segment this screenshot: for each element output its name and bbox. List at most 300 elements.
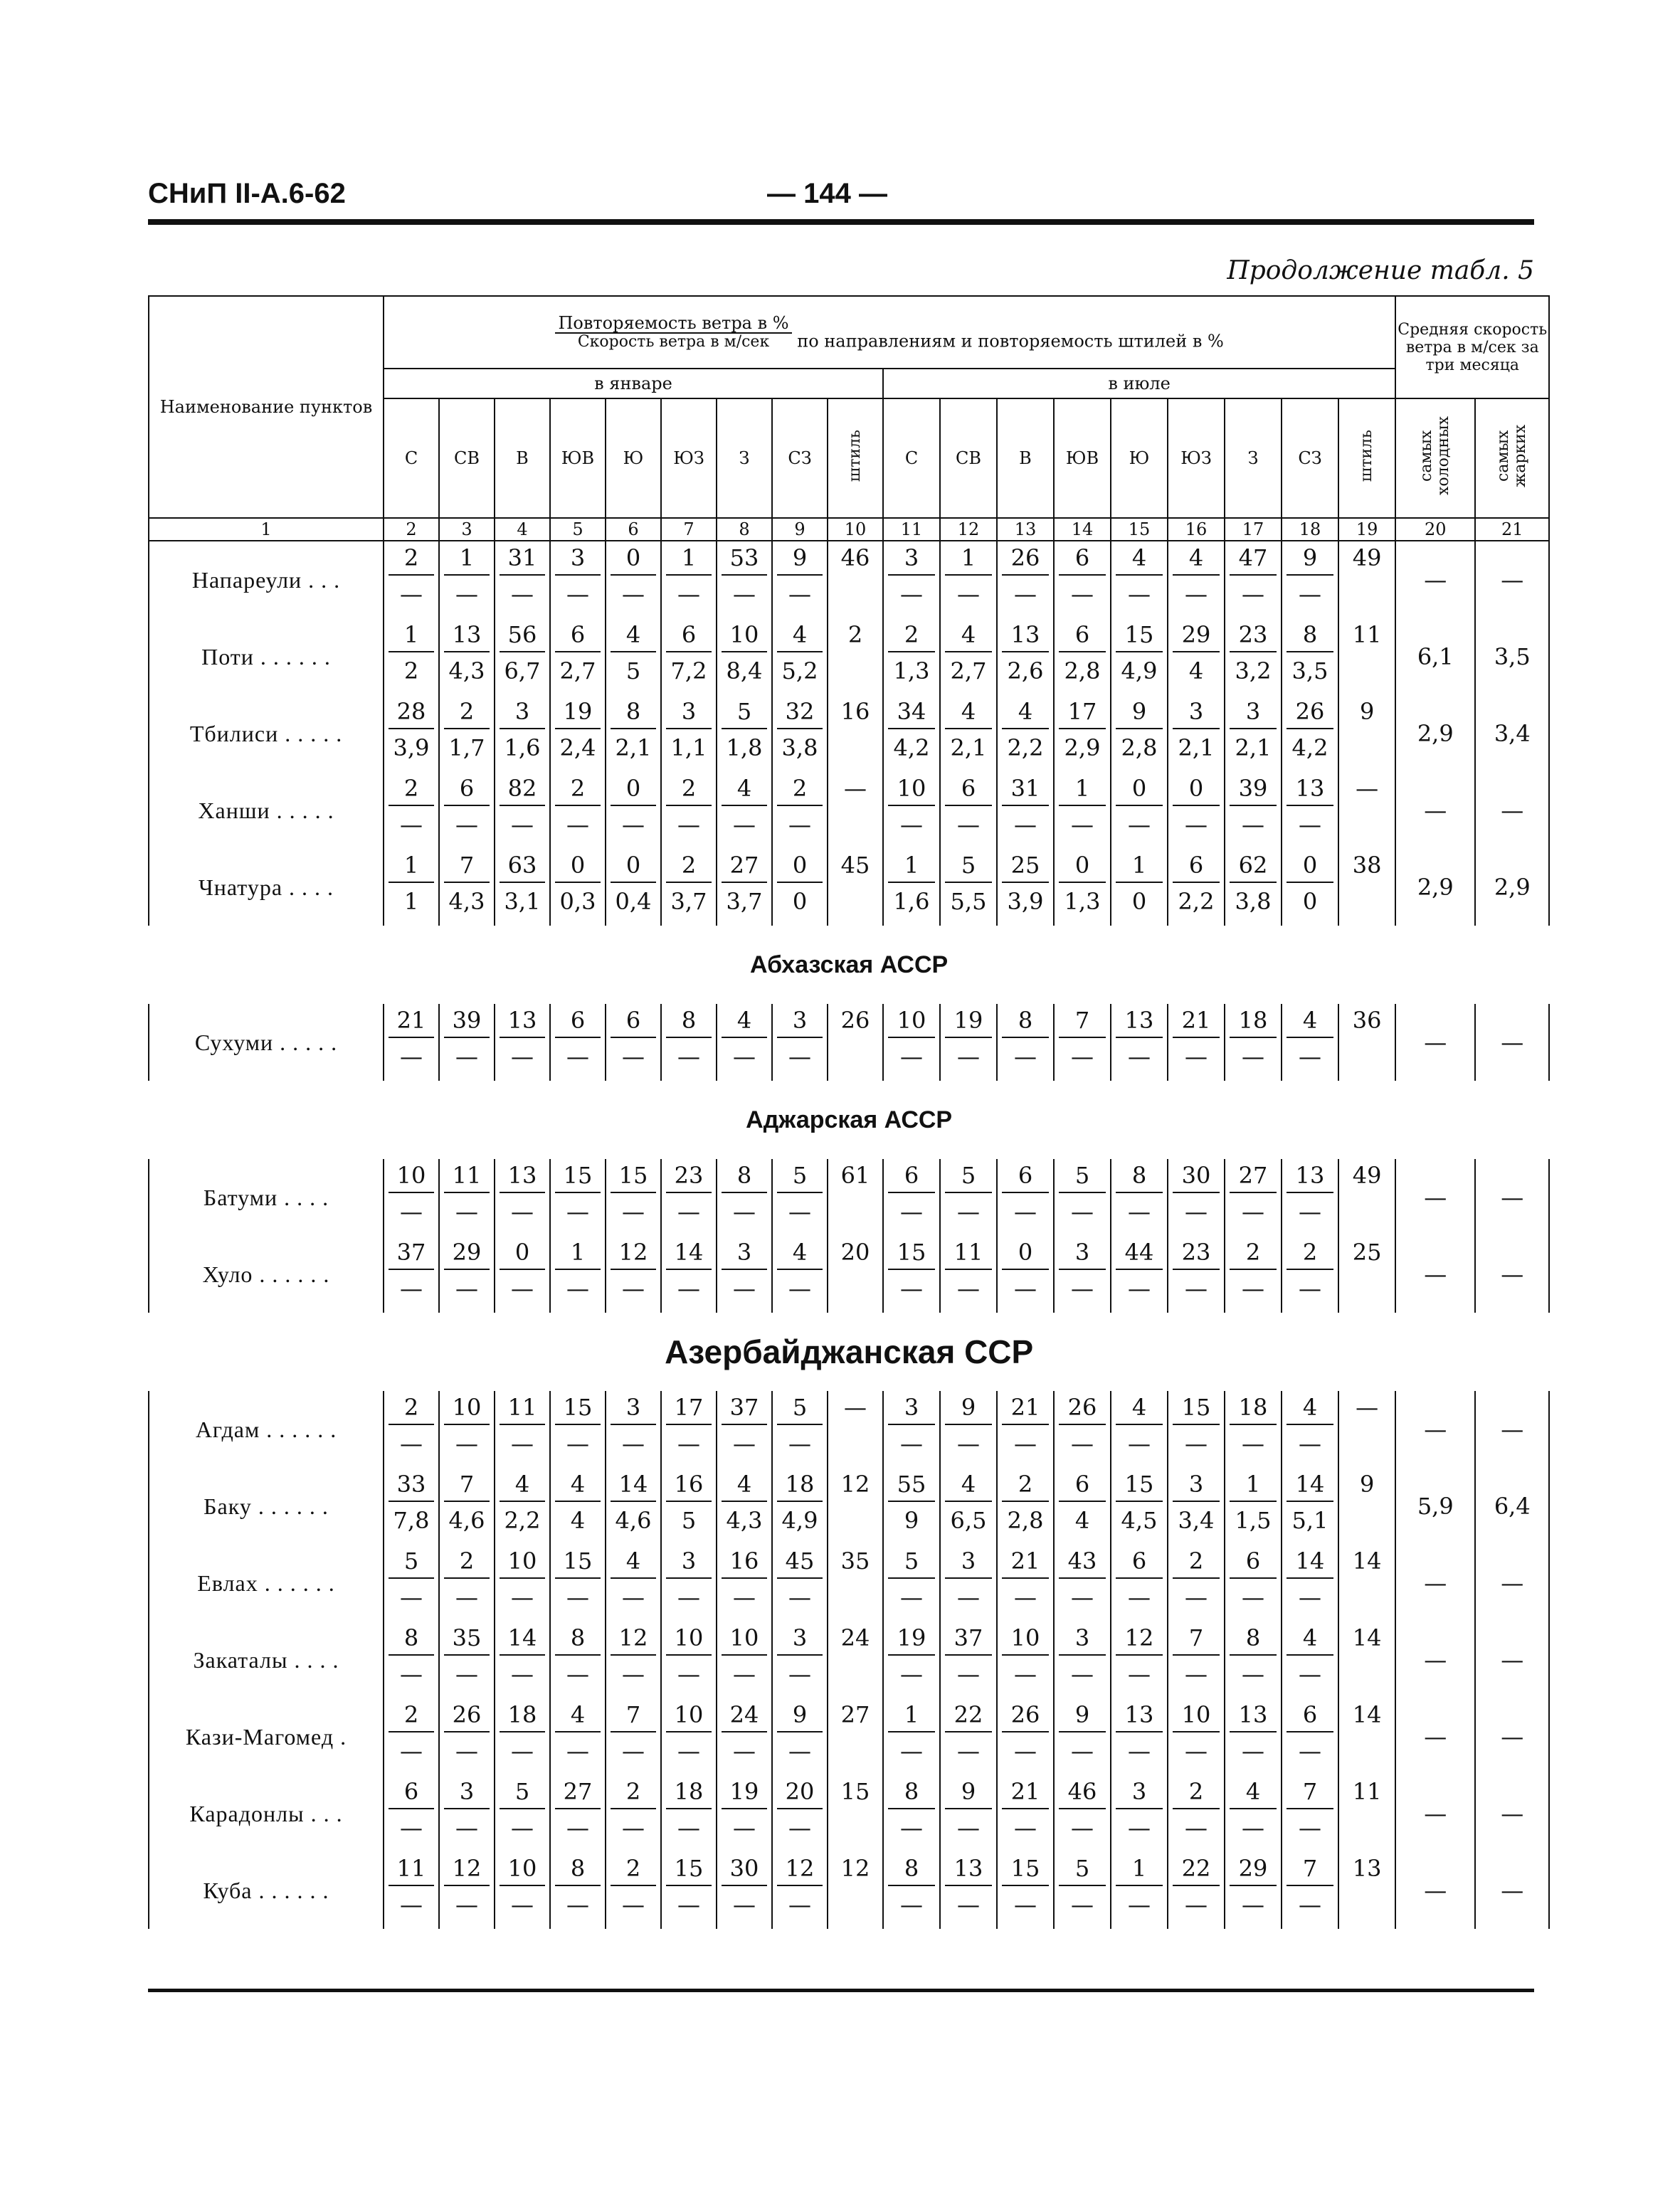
calm-value: 38: [1352, 852, 1382, 879]
header-dir-jul-1-label: С: [904, 448, 919, 468]
speed-value: 4,3: [448, 657, 485, 684]
wind-jul-cell: [940, 1621, 997, 1698]
place-name: Карадонлы . . .: [149, 1775, 384, 1852]
wind-jan-cell: [384, 1698, 439, 1775]
wind-jan-cell: [495, 541, 550, 618]
frequency-value: 2: [666, 849, 712, 883]
wind-jul-cell: [1168, 1621, 1225, 1698]
speed-value: —: [566, 1043, 589, 1070]
column-number: 18: [1282, 518, 1338, 541]
calm-value: 27: [840, 1701, 870, 1728]
speed-value: —: [1299, 1198, 1321, 1225]
frequency-value: 18: [1230, 1004, 1277, 1038]
speed-value: —: [455, 1814, 478, 1841]
speed-value: 1: [403, 888, 419, 915]
speed-value: 4,9: [781, 1507, 818, 1534]
frequency-value: 22: [1173, 1852, 1220, 1886]
column-number: 15: [1111, 518, 1168, 541]
speed-value: —: [1071, 1737, 1094, 1765]
frequency-value: 5: [722, 695, 767, 729]
header-hottest: [1475, 398, 1549, 518]
speed-value: 7,8: [393, 1507, 430, 1534]
frequency-value: 2: [888, 618, 935, 652]
frequency-value: 56: [500, 618, 545, 652]
speed-value: 1,6: [893, 888, 930, 915]
header-dir-jul-2-label: СВ: [956, 448, 981, 468]
wind-jul-cell: [883, 849, 940, 926]
frequency-value: 4: [1002, 695, 1049, 729]
wind-jan-cell: [550, 1775, 606, 1852]
frequency-value: 4: [1287, 1391, 1333, 1425]
frequency-value: 2: [1173, 1775, 1220, 1809]
speed-value: 4: [570, 1507, 586, 1534]
wind-jul-cell: [1054, 849, 1111, 926]
wind-jul-cell: [1054, 1545, 1111, 1621]
speed-value: —: [511, 1198, 534, 1225]
header-dir-jan-8-label: СЗ: [788, 448, 812, 468]
speed-value: —: [566, 1430, 589, 1457]
frequency-value: 21: [1173, 1004, 1220, 1038]
wind-jul-cell: [1168, 1236, 1225, 1313]
wind-jul-cell: [1111, 1545, 1168, 1621]
header-column-numbers: [149, 518, 1549, 541]
wind-jul-cell: [883, 1159, 940, 1236]
frequency-value: 22: [945, 1698, 992, 1732]
column-number: 10: [828, 518, 883, 541]
frequency-value: 62: [1230, 849, 1277, 883]
speed-value: —: [900, 581, 923, 608]
wind-jan-cell: [495, 772, 550, 849]
wind-jul-cell: [1282, 1775, 1338, 1852]
speed-value: 2,8: [1064, 657, 1101, 684]
wind-jan-cell: [661, 849, 717, 926]
wind-jul-cell: [1054, 695, 1111, 772]
wind-jul-cell: [1111, 1159, 1168, 1236]
avg-cold-cell: —: [1395, 1545, 1475, 1621]
frequency-value: 5: [389, 1545, 434, 1579]
frequency-value: 5: [1059, 1852, 1106, 1886]
frequency-value: 5: [888, 1545, 935, 1579]
wind-jul-cell: [1111, 1236, 1168, 1313]
wind-jan-cell: [661, 1852, 717, 1929]
wind-jul-cell: [1225, 1621, 1282, 1698]
frequency-value: 3: [666, 695, 712, 729]
frequency-value: 10: [666, 1698, 712, 1732]
wind-jul-cell: [940, 695, 997, 772]
speed-value: 2,2: [1007, 734, 1044, 761]
frequency-value: 37: [722, 1391, 767, 1425]
speed-value: —: [1128, 581, 1151, 608]
frequency-value: 4: [777, 618, 823, 652]
speed-value: 2,1: [615, 734, 652, 761]
speed-value: 2,7: [950, 657, 987, 684]
speed-value: —: [733, 1814, 756, 1841]
wind-jul-cell: [1168, 695, 1225, 772]
frequency-value: 15: [1002, 1852, 1049, 1886]
header-dir-jul-7: [1225, 398, 1282, 518]
wind-jul-cell: [1168, 541, 1225, 618]
wind-jan-cell: [439, 1775, 495, 1852]
speed-value: —: [1071, 1275, 1094, 1302]
speed-value: —: [400, 1584, 423, 1611]
wind-jul-cell: [1111, 1775, 1168, 1852]
frequency-value: 15: [555, 1159, 601, 1193]
frequency-value: 5: [945, 1159, 992, 1193]
header-by-directions: по направлениям и повторяемость штилей в %: [797, 331, 1224, 351]
frequency-value: 11: [389, 1852, 434, 1886]
column-number: 2: [384, 518, 439, 541]
table-row: [149, 1391, 1549, 1468]
column-number: 1: [149, 518, 384, 541]
speed-value: —: [957, 1275, 980, 1302]
wind-jan-cell: [550, 849, 606, 926]
wind-jan-cell: [495, 1545, 550, 1621]
wind-jul-cell: [1054, 1698, 1111, 1775]
wind-jan-cell: [717, 1004, 772, 1081]
frequency-value: 24: [722, 1698, 767, 1732]
calm-jan-cell: [828, 695, 883, 772]
avg-cold-cell: —: [1395, 1621, 1475, 1698]
speed-value: —: [455, 1430, 478, 1457]
frequency-value: 10: [1173, 1698, 1220, 1732]
speed-value: —: [455, 811, 478, 838]
speed-value: 4,3: [726, 1507, 763, 1534]
frequency-value: 13: [500, 1004, 545, 1038]
speed-value: —: [900, 1814, 923, 1841]
calm-value: 15: [840, 1778, 870, 1805]
wind-jul-cell: [1225, 1468, 1282, 1545]
frequency-value: 8: [1230, 1621, 1277, 1656]
frequency-value: 13: [945, 1852, 992, 1886]
speed-value: —: [455, 1198, 478, 1225]
speed-value: —: [455, 1275, 478, 1302]
speed-value: —: [511, 581, 534, 608]
frequency-value: 15: [555, 1545, 601, 1579]
speed-value: —: [1128, 1584, 1151, 1611]
frequency-value: 2: [1002, 1468, 1049, 1502]
speed-value: —: [1014, 581, 1037, 608]
frequency-value: 25: [1002, 849, 1049, 883]
wind-jul-cell: [997, 618, 1054, 695]
frequency-value: 14: [611, 1468, 656, 1502]
table-row: [149, 541, 1549, 618]
frequency-value: 3: [444, 1775, 490, 1809]
wind-jan-cell: [495, 1698, 550, 1775]
wind-jul-cell: [1168, 1775, 1225, 1852]
speed-value: —: [400, 811, 423, 838]
frequency-value: 11: [500, 1391, 545, 1425]
calm-jan-cell: [828, 1698, 883, 1775]
frequency-value: 11: [444, 1159, 490, 1193]
speed-value: —: [1014, 1275, 1037, 1302]
wind-jul-cell: [997, 1159, 1054, 1236]
wind-jan-cell: [717, 1775, 772, 1852]
wind-jul-cell: [997, 1004, 1054, 1081]
calm-jul-cell: [1338, 1159, 1395, 1236]
speed-value: 3,8: [781, 734, 818, 761]
wind-jan-cell: [384, 541, 439, 618]
avg-hot-cell: —: [1475, 1391, 1549, 1468]
section-row: [149, 1081, 1549, 1159]
calm-value: 49: [1352, 544, 1382, 571]
calm-value: 13: [1352, 1855, 1382, 1882]
speed-value: 2,8: [1007, 1507, 1044, 1534]
table-row: [149, 1159, 1549, 1236]
frequency-value: 44: [1116, 1236, 1163, 1270]
frequency-value: 9: [777, 1698, 823, 1732]
wind-jul-cell: [1225, 1775, 1282, 1852]
column-number: 14: [1054, 518, 1111, 541]
speed-value: —: [511, 1737, 534, 1765]
frequency-value: 15: [1116, 618, 1163, 652]
place-name: Хуло . . . . . .: [149, 1236, 384, 1313]
calm-jan-cell: [828, 1004, 883, 1081]
speed-value: —: [400, 1043, 423, 1070]
table-row: [149, 772, 1549, 849]
speed-value: —: [1185, 1814, 1208, 1841]
frequency-value: 26: [1002, 1698, 1049, 1732]
speed-value: —: [622, 1584, 645, 1611]
frequency-value: 6: [1059, 541, 1106, 576]
wind-jan-cell: [439, 695, 495, 772]
frequency-value: 3: [888, 541, 935, 576]
header-dir-jul-5: [1111, 398, 1168, 518]
wind-jan-cell: [606, 1391, 661, 1468]
speed-value: —: [1242, 1198, 1264, 1225]
speed-value: 8,4: [726, 657, 763, 684]
speed-value: 2,1: [1235, 734, 1272, 761]
speed-value: 1,1: [670, 734, 707, 761]
frequency-value: 21: [389, 1004, 434, 1038]
speed-value: —: [1128, 1661, 1151, 1688]
wind-jan-cell: [661, 1391, 717, 1468]
speed-value: —: [1299, 811, 1321, 838]
wind-jul-cell: [940, 849, 997, 926]
speed-value: —: [1242, 1043, 1264, 1070]
calm-value: 24: [840, 1624, 870, 1651]
speed-value: —: [1185, 1198, 1208, 1225]
header-dir-jan-3: [495, 398, 550, 518]
speed-value: —: [900, 1275, 923, 1302]
speed-value: —: [900, 1661, 923, 1688]
frequency-value: 16: [666, 1468, 712, 1502]
frequency-value: 19: [945, 1004, 992, 1038]
speed-value: —: [788, 811, 811, 838]
calm-jul-cell: [1338, 1391, 1395, 1468]
frequency-value: 10: [444, 1391, 490, 1425]
wind-jan-cell: [384, 1621, 439, 1698]
speed-value: —: [1185, 1737, 1208, 1765]
frequency-value: 0: [1059, 849, 1106, 883]
speed-value: —: [788, 1198, 811, 1225]
calm-jan-cell: [828, 1775, 883, 1852]
speed-value: —: [733, 1198, 756, 1225]
speed-value: —: [455, 1043, 478, 1070]
wind-jul-cell: [1225, 541, 1282, 618]
wind-jan-cell: [439, 1468, 495, 1545]
wind-jan-cell: [606, 1621, 661, 1698]
wind-jan-cell: [495, 1852, 550, 1929]
speed-value: 2,2: [1178, 888, 1215, 915]
speed-value: 0,3: [559, 888, 596, 915]
frequency-value: 6: [666, 618, 712, 652]
wind-jan-cell: [439, 1004, 495, 1081]
place-name: Агдам . . . . . .: [149, 1391, 384, 1468]
wind-jul-cell: [1282, 1391, 1338, 1468]
calm-value: 49: [1352, 1162, 1382, 1189]
wind-jan-cell: [439, 1852, 495, 1929]
speed-value: —: [900, 1737, 923, 1765]
speed-value: —: [622, 811, 645, 838]
speed-value: —: [566, 1584, 589, 1611]
header-frequency-label: Повторяемость ветра в %: [555, 314, 791, 334]
speed-value: 5,5: [950, 888, 987, 915]
speed-value: —: [511, 1430, 534, 1457]
header-dir-jan-4: [550, 398, 606, 518]
speed-value: —: [511, 811, 534, 838]
wind-jul-cell: [997, 1468, 1054, 1545]
wind-jan-cell: [772, 1236, 828, 1313]
wind-jan-cell: [772, 1159, 828, 1236]
speed-value: —: [455, 1891, 478, 1918]
speed-value: 4,6: [448, 1507, 485, 1534]
wind-jan-cell: [717, 618, 772, 695]
avg-hot-cell: —: [1475, 1852, 1549, 1929]
header-dir-jan-5: [606, 398, 661, 518]
frequency-value: 6: [611, 1004, 656, 1038]
section-title: Азербайджанская ССР: [665, 1333, 1034, 1370]
speed-value: —: [400, 1891, 423, 1918]
speed-value: 2,1: [1178, 734, 1215, 761]
frequency-value: 12: [611, 1621, 656, 1656]
frequency-value: 3: [555, 541, 601, 576]
speed-value: 6,7: [504, 657, 541, 684]
speed-value: —: [1299, 581, 1321, 608]
speed-value: —: [1128, 1737, 1151, 1765]
wind-jan-cell: [384, 1391, 439, 1468]
wind-jul-cell: [1111, 1621, 1168, 1698]
speed-value: —: [1071, 1198, 1094, 1225]
header-place-name: Наименование пунктов: [149, 296, 384, 518]
header-coldest: [1395, 398, 1475, 518]
calm-value: 12: [840, 1855, 870, 1882]
frequency-value: 33: [389, 1468, 434, 1502]
table-row: [149, 1621, 1549, 1698]
frequency-value: 10: [888, 772, 935, 806]
frequency-value: 4: [1173, 541, 1220, 576]
frequency-value: 35: [444, 1621, 490, 1656]
speed-value: —: [622, 1661, 645, 1688]
header-dir-jul-6-label: ЮЗ: [1180, 448, 1212, 468]
wind-jul-cell: [1054, 618, 1111, 695]
speed-value: —: [455, 1737, 478, 1765]
table-row: [149, 849, 1549, 926]
wind-jul-cell: [883, 1004, 940, 1081]
frequency-value: 32: [777, 695, 823, 729]
wind-jul-cell: [1054, 1159, 1111, 1236]
wind-jul-cell: [1168, 849, 1225, 926]
header-dir-jul-4: [1054, 398, 1111, 518]
speed-value: —: [733, 1430, 756, 1457]
frequency-value: 2: [611, 1775, 656, 1809]
speed-value: 2,2: [504, 1507, 541, 1534]
wind-jul-cell: [1054, 541, 1111, 618]
frequency-value: 53: [722, 541, 767, 576]
frequency-value: 1: [945, 541, 992, 576]
speed-value: —: [511, 1043, 534, 1070]
frequency-value: 2: [389, 772, 434, 806]
speed-value: —: [1185, 1043, 1208, 1070]
calm-jan-cell: [828, 1236, 883, 1313]
frequency-value: 8: [888, 1852, 935, 1886]
speed-value: —: [511, 1814, 534, 1841]
calm-jan-cell: [828, 772, 883, 849]
wind-jan-cell: [606, 1468, 661, 1545]
wind-jan-cell: [384, 1468, 439, 1545]
wind-jul-cell: [1054, 1004, 1111, 1081]
avg-hot-cell: —: [1475, 1159, 1549, 1236]
frequency-value: 1: [1059, 772, 1106, 806]
wind-jul-cell: [997, 1698, 1054, 1775]
speed-value: —: [400, 1661, 423, 1688]
speed-value: —: [1128, 1275, 1151, 1302]
wind-jul-cell: [940, 541, 997, 618]
frequency-value: 3: [1059, 1236, 1106, 1270]
frequency-value: 28: [389, 695, 434, 729]
wind-jul-cell: [1111, 618, 1168, 695]
frequency-value: 2: [1173, 1545, 1220, 1579]
speed-value: —: [733, 1737, 756, 1765]
frequency-value: 27: [555, 1775, 601, 1809]
wind-jul-cell: [940, 1236, 997, 1313]
speed-value: 2,7: [559, 657, 596, 684]
header-frequency-block: [384, 296, 1395, 369]
frequency-value: 7: [1173, 1621, 1220, 1656]
wind-jul-cell: [883, 1775, 940, 1852]
frequency-value: 15: [1173, 1391, 1220, 1425]
frequency-value: 4: [1116, 1391, 1163, 1425]
wind-jul-cell: [1282, 1004, 1338, 1081]
frequency-value: 10: [500, 1852, 545, 1886]
wind-jul-cell: [1225, 618, 1282, 695]
wind-jul-cell: [883, 541, 940, 618]
wind-jan-cell: [661, 541, 717, 618]
wind-jan-cell: [550, 1004, 606, 1081]
frequency-value: 63: [500, 849, 545, 883]
wind-table: [148, 295, 1550, 1929]
frequency-value: 3: [777, 1004, 823, 1038]
speed-value: —: [788, 1043, 811, 1070]
wind-jan-cell: [495, 1004, 550, 1081]
speed-value: —: [1185, 1275, 1208, 1302]
header-dir-jul-2: [940, 398, 997, 518]
speed-value: —: [455, 581, 478, 608]
speed-value: 0,4: [615, 888, 652, 915]
speed-value: —: [957, 1814, 980, 1841]
column-number: 12: [940, 518, 997, 541]
wind-jul-cell: [1225, 849, 1282, 926]
wind-jan-cell: [495, 1236, 550, 1313]
frequency-value: 6: [1059, 1468, 1106, 1502]
wind-jul-cell: [1282, 772, 1338, 849]
frequency-value: 1: [389, 849, 434, 883]
frequency-value: 8: [1116, 1159, 1163, 1193]
avg-hot-cell: —: [1475, 1775, 1549, 1852]
speed-value: —: [455, 1661, 478, 1688]
wind-jan-cell: [495, 618, 550, 695]
speed-value: —: [677, 1737, 700, 1765]
speed-value: —: [400, 1430, 423, 1457]
